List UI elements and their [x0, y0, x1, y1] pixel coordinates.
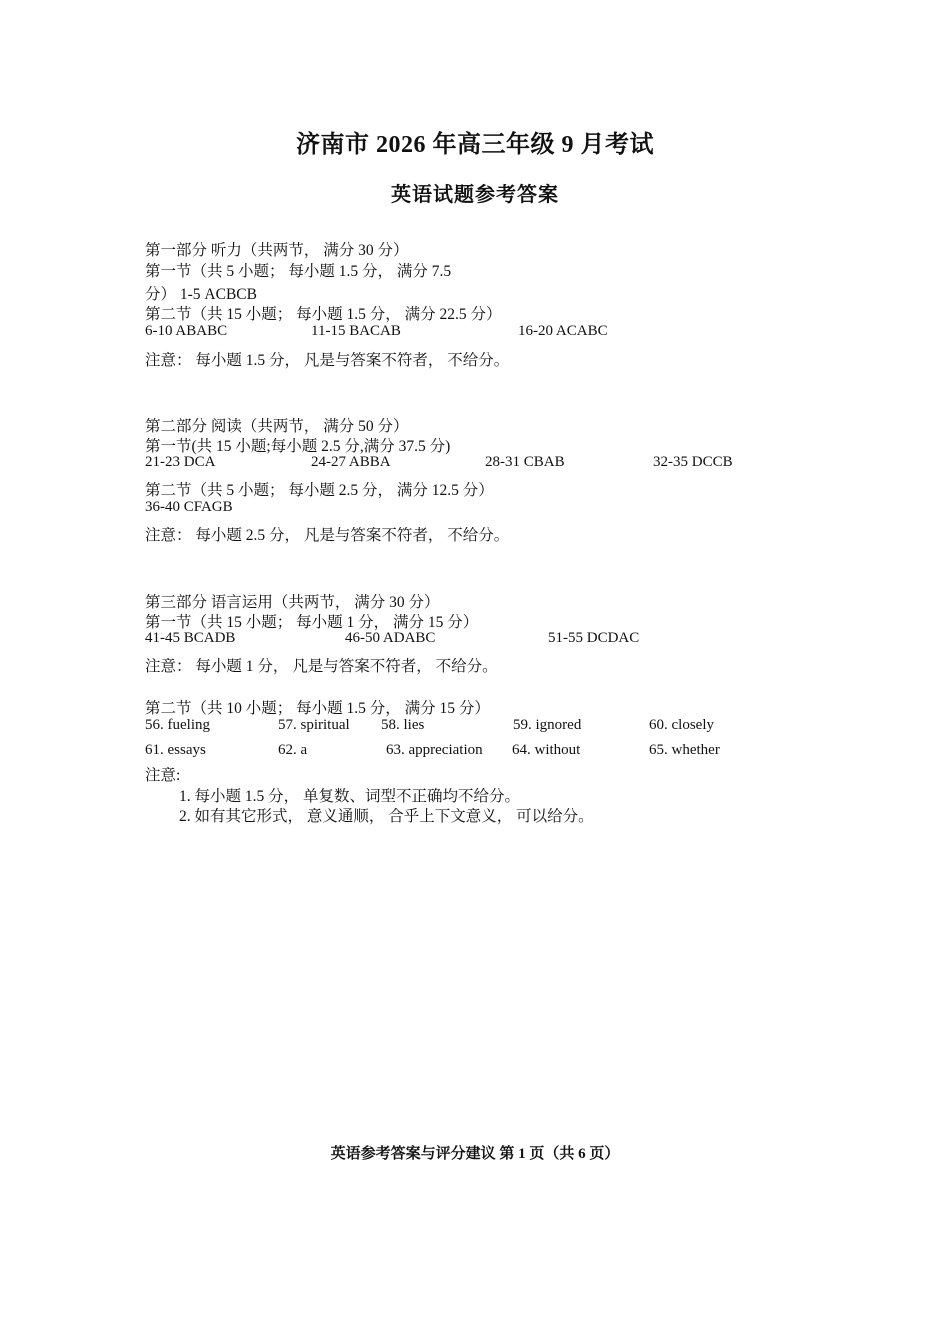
word-answer: 59. ignored — [513, 717, 582, 733]
part2-section1-heading: 第一节(共 15 小题;每小题 2.5 分,满分 37.5 分) — [145, 438, 451, 455]
document-subtitle: 英语试题参考答案 — [391, 184, 559, 206]
part2-heading: 第二部分 阅读（共两节， 满分 50 分） — [145, 418, 409, 435]
answer-group: 24-27 ABBA — [311, 454, 391, 470]
page-footer: 英语参考答案与评分建议 第 1 页（共 6 页） — [330, 1146, 620, 1162]
answer-group: 28-31 CBAB — [485, 454, 565, 470]
note-item: 2. 如有其它形式， 意义通顺， 合乎上下文意义， 可以给分。 — [179, 808, 594, 825]
part1-heading: 第一部分 听力（共两节， 满分 30 分） — [145, 242, 409, 259]
part1-section2-heading: 第二节（共 15 小题； 每小题 1.5 分， 满分 22.5 分） — [145, 306, 502, 323]
part1-section1-heading: 第一节（共 5 小题； 每小题 1.5 分， 满分 7.5 — [145, 263, 452, 280]
answer-group: 51-55 DCDAC — [548, 630, 640, 646]
word-answer: 64. without — [512, 742, 581, 758]
note-label: 注意: — [145, 767, 181, 784]
answer-group: 41-45 BCADB — [145, 630, 236, 646]
word-answer: 56. fueling — [145, 717, 210, 733]
part1-section1-answers: 分） 1-5 ACBCB — [145, 286, 257, 303]
answer-group: 6-10 ABABC — [145, 323, 228, 339]
word-answer: 63. appreciation — [386, 742, 483, 758]
word-answer: 61. essays — [145, 742, 206, 758]
answer-group: 21-23 DCA — [145, 454, 216, 470]
part3-heading: 第三部分 语言运用（共两节， 满分 30 分） — [145, 594, 440, 611]
answer-group: 11-15 BACAB — [311, 323, 401, 339]
answer-group: 32-35 DCCB — [653, 454, 733, 470]
note-item: 1. 每小题 1.5 分， 单复数、词型不正确均不给分。 — [179, 788, 521, 805]
answer-group: 46-50 ADABC — [345, 630, 436, 646]
part3-section2-heading: 第二节（共 10 小题； 每小题 1.5 分， 满分 15 分） — [145, 700, 490, 717]
answer-group: 36-40 CFAGB — [145, 499, 233, 515]
word-answer: 65. whether — [649, 742, 720, 758]
word-answer: 62. a — [278, 742, 308, 758]
word-answer: 58. lies — [381, 717, 425, 733]
part3-note: 注意： 每小题 1 分， 凡是与答案不符者， 不给分。 — [145, 658, 498, 675]
word-answer: 57. spiritual — [278, 717, 350, 733]
part1-note: 注意： 每小题 1.5 分， 凡是与答案不符者， 不给分。 — [145, 352, 510, 369]
document-title: 济南市 2026 年高三年级 9 月考试 — [296, 132, 654, 158]
answer-group: 16-20 ACABC — [518, 323, 608, 339]
part2-section2-heading: 第二节（共 5 小题； 每小题 2.5 分， 满分 12.5 分） — [145, 482, 494, 499]
word-answer: 60. closely — [649, 717, 714, 733]
part2-note: 注意： 每小题 2.5 分， 凡是与答案不符者， 不给分。 — [145, 527, 510, 544]
part3-section1-heading: 第一节（共 15 小题； 每小题 1 分， 满分 15 分） — [145, 614, 479, 631]
